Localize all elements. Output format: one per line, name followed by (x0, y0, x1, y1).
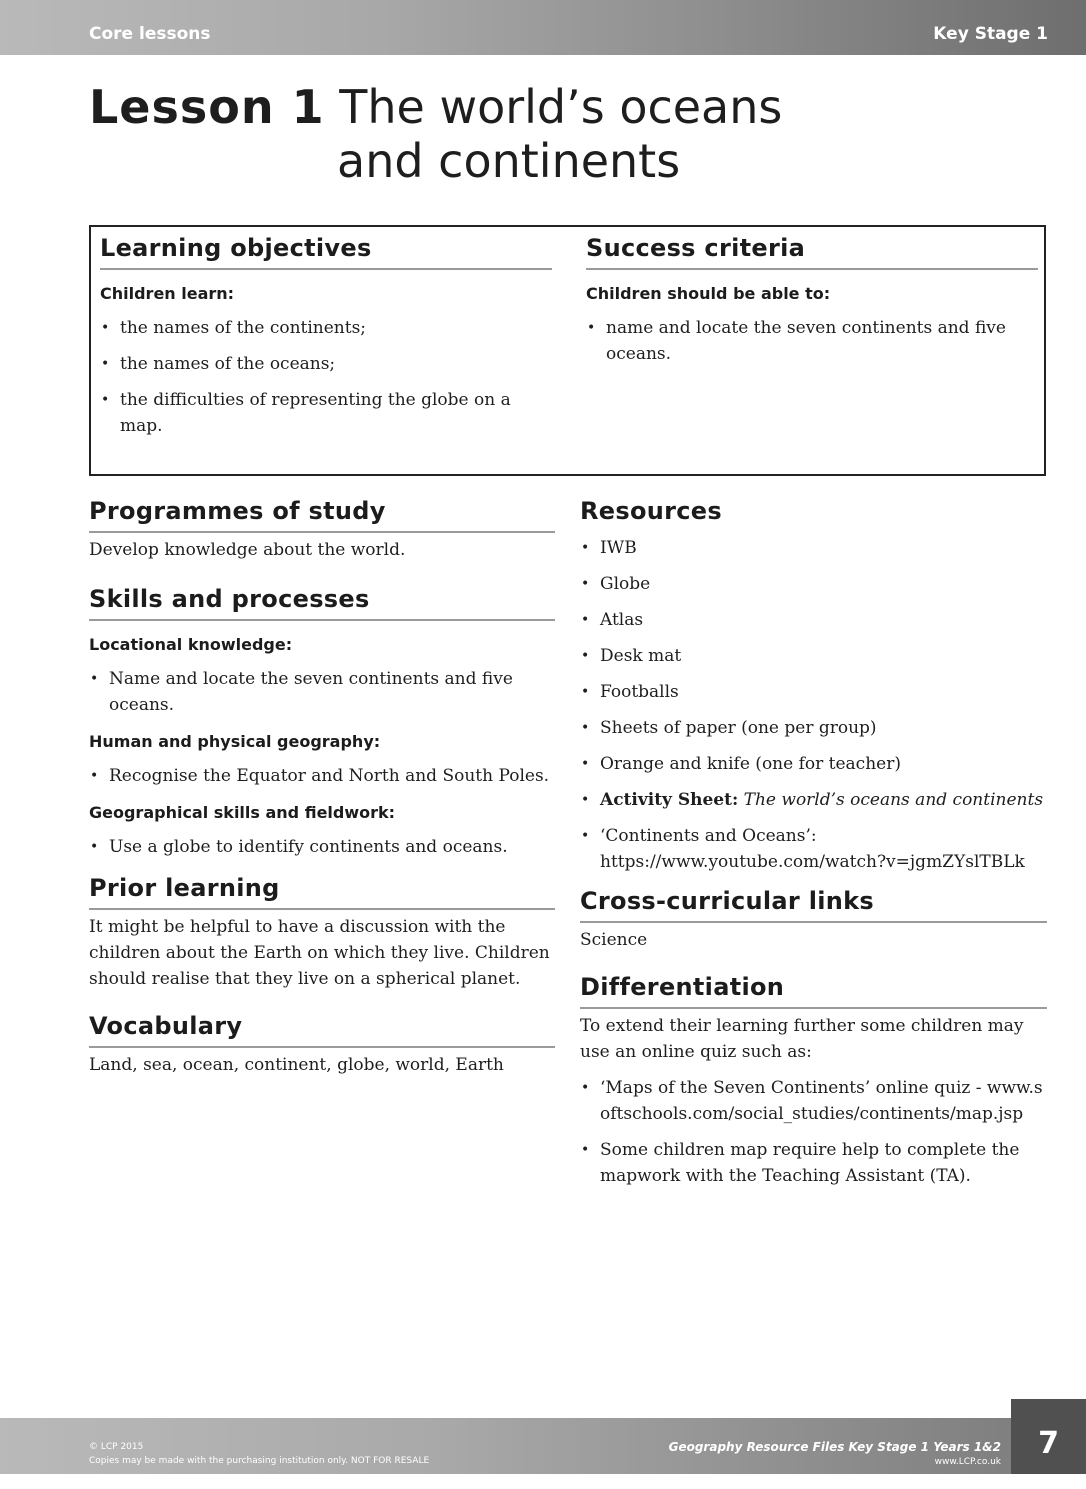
list-item: • Sheets of paper (one per group) (580, 715, 1047, 741)
geo-skills-list (89, 834, 555, 860)
page-number (1011, 1399, 1086, 1474)
prior-learning-heading: Prior learning (89, 872, 555, 910)
differentiation-heading: Differentiation (580, 971, 1047, 1009)
activity-sheet-label: Activity Sheet: (600, 790, 739, 810)
header-bar (0, 0, 1086, 55)
success-criteria-section (586, 232, 1038, 377)
geo-skills-sub: Geographical skills and fieldwork: (89, 803, 396, 822)
video-item (580, 823, 1047, 875)
quiz-link[interactable]: www.softschools.com/social_studies/continents/map.jsp (600, 1078, 1043, 1124)
skills-heading: Skills and processes (89, 583, 555, 621)
series-title: Geography Resource Files Key Stage 1 Years 1&2 (668, 1440, 1001, 1454)
human-physical-sub: Human and physical geography: (89, 732, 381, 751)
page-number-text: 7 (1038, 1426, 1059, 1461)
list-item: • Orange and knife (one for teacher) (580, 751, 1047, 777)
list-item: • Use a globe to identify continents and oceans. (89, 834, 555, 860)
video-link[interactable]: https://www.youtube.com/watch?v=jgmZYslTBLk (600, 852, 1025, 872)
key-stage-label: Key Stage 1 (933, 24, 1048, 44)
resale-notice: Copies may be made with the purchasing institution only. NOT FOR RESALE (89, 1456, 430, 1466)
footer-bar (0, 1418, 1086, 1474)
success-criteria-sub: Children should be able to: (586, 284, 831, 303)
activity-sheet-title: The world’s oceans and continents (743, 790, 1044, 810)
list-item: • the names of the continents; (100, 315, 552, 341)
prior-learning-text: It might be helpful to have a discussion with the children about the Earth on which they live. Children should realise that they live on a spherical planet. (89, 917, 550, 989)
section-label: Core lessons (89, 24, 211, 44)
differentiation-text: To extend their learning further some children may use an online quiz such as: (580, 1016, 1024, 1062)
locational-sub: Locational knowledge: (89, 635, 293, 654)
list-item: • Globe (580, 571, 1047, 597)
programmes-text: Develop knowledge about the world. (89, 540, 406, 560)
cross-curricular-heading: Cross-curricular links (580, 885, 1047, 923)
title-line-1: The world’s oceans (339, 80, 783, 134)
activity-sheet-item (580, 787, 1047, 813)
right-column (580, 495, 1047, 1199)
list-item: • the names of the oceans; (100, 351, 552, 377)
quiz-title: ‘Maps of the Seven Continents’ online quiz - (600, 1078, 982, 1098)
copyright-text: © LCP 2015 (89, 1442, 144, 1452)
differentiation-list (580, 1075, 1047, 1189)
title-line-2: and continents (337, 134, 681, 188)
page-title (89, 80, 783, 188)
cross-curricular-text: Science (580, 930, 648, 950)
list-item: • Footballs (580, 679, 1047, 705)
vocabulary-text: Land, sea, ocean, continent, globe, world, Earth (89, 1055, 504, 1075)
video-title: ‘Continents and Oceans’: (600, 826, 817, 846)
resources-list (580, 535, 1047, 875)
quiz-item (580, 1075, 1047, 1127)
list-item: • Atlas (580, 607, 1047, 633)
human-physical-list (89, 763, 555, 789)
objectives-box (89, 225, 1046, 476)
left-column (89, 495, 555, 1078)
locational-list (89, 666, 555, 718)
list-item: • the difficulties of representing the globe on a map. (100, 387, 552, 439)
list-item: • Recognise the Equator and North and South Poles. (89, 763, 555, 789)
lesson-number: Lesson 1 (89, 80, 325, 134)
list-item: • Desk mat (580, 643, 1047, 669)
list-item: • Name and locate the seven continents and five oceans. (89, 666, 555, 718)
learning-objectives-heading: Learning objectives (100, 232, 552, 270)
programmes-heading: Programmes of study (89, 495, 555, 533)
list-item: • Some children map require help to complete the mapwork with the Teaching Assistant (TA). (580, 1137, 1047, 1189)
list-item: • IWB (580, 535, 1047, 561)
learning-objectives-section (100, 232, 552, 449)
website-link[interactable]: www.LCP.co.uk (934, 1457, 1001, 1467)
list-item: • name and locate the seven continents and five oceans. (586, 315, 1038, 367)
learning-objectives-list (100, 315, 552, 439)
learning-objectives-sub: Children learn: (100, 284, 235, 303)
success-criteria-list (586, 315, 1038, 367)
vocabulary-heading: Vocabulary (89, 1010, 555, 1048)
success-criteria-heading: Success criteria (586, 232, 1038, 270)
resources-heading: Resources (580, 497, 722, 525)
